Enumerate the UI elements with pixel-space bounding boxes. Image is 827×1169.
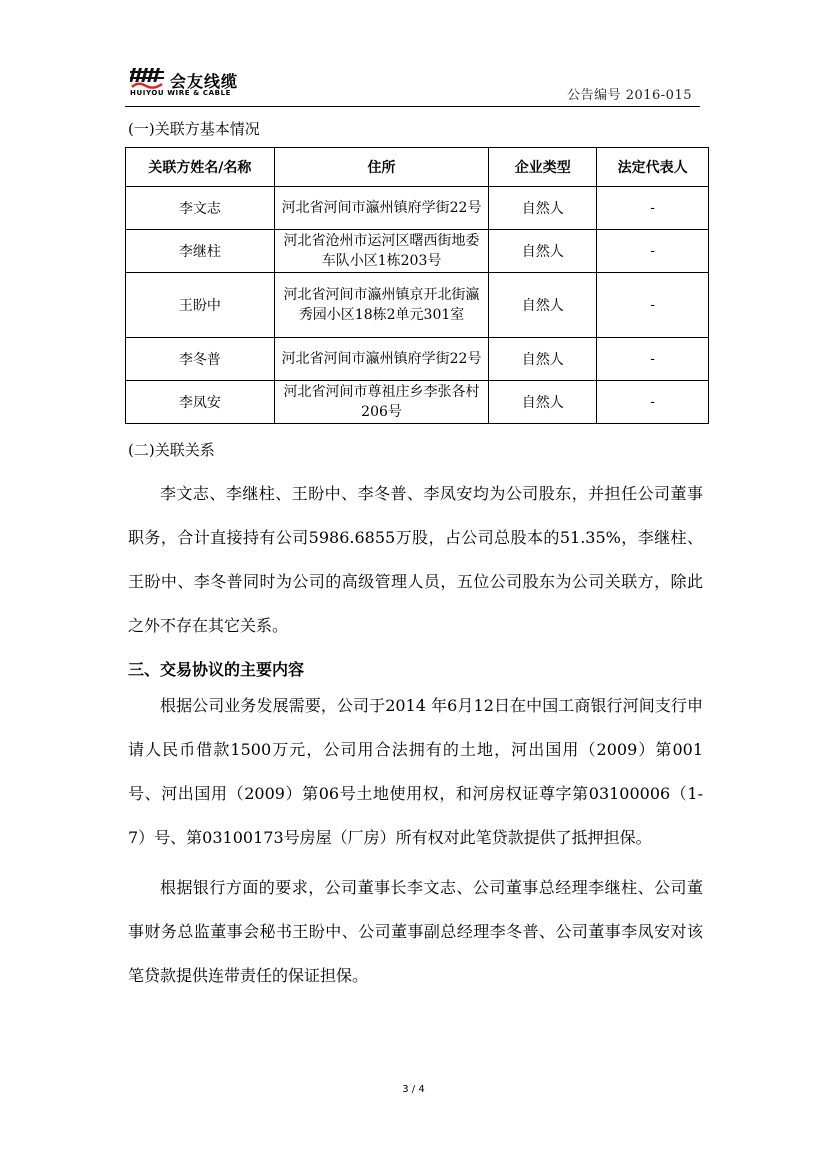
table-row bbox=[126, 187, 709, 230]
table-row bbox=[126, 381, 709, 424]
section1-title: (一)关联方基本情况 bbox=[128, 120, 260, 138]
page-header bbox=[125, 66, 700, 107]
party-type: 自然人 bbox=[489, 187, 597, 230]
related-party-table bbox=[125, 147, 709, 424]
column-header: 关联方姓名/名称 bbox=[126, 148, 275, 187]
announcement-number: 公告编号 2016-015 bbox=[567, 88, 692, 103]
party-type: 自然人 bbox=[489, 381, 597, 424]
table-row bbox=[126, 338, 709, 381]
party-name: 李冬普 bbox=[126, 338, 275, 381]
column-header: 企业类型 bbox=[489, 148, 597, 187]
body-paragraph: 李文志、李继柱、王盼中、李冬普、李凤安均为公司股东，并担任公司董事职务，合计直接持有公司5986.6855万股，占公司总股本的51.35%，李继柱、王盼中、李冬普同时为公司的高级管理人员，五位公司股东为公司关联方，除此之外不存在其它关系。 bbox=[128, 484, 703, 635]
table-row bbox=[126, 230, 709, 273]
party-representative: - bbox=[597, 381, 709, 424]
table-header-row bbox=[126, 148, 709, 187]
party-address: 河北省河间市瀛州镇京开北街瀛秀园小区18栋2单元301室 bbox=[274, 273, 489, 338]
page-number: 3 / 4 bbox=[402, 1084, 425, 1095]
party-name: 李继柱 bbox=[126, 230, 275, 273]
party-representative: - bbox=[597, 338, 709, 381]
body-paragraph: 根据银行方面的要求，公司董事长李文志、公司董事总经理李继柱、公司董事财务总监董事会秘书王盼中、公司董事副总经理李冬普、公司董事李凤安对该笔贷款提供连带责任的保证担保。 bbox=[128, 878, 703, 985]
column-header: 住所 bbox=[274, 148, 489, 187]
body-paragraph: 根据公司业务发展需要，公司于2014 年6月12日在中国工商银行河间支行申请人民币借款1500万元，公司用合法拥有的土地，河出国用（2009）第001号、河出国用（2009）第06号土地使用权，和河房权证尊字第03100006（1-7）号、第03100173号房屋（厂房）所有权对此笔贷款提供了抵押担保。 bbox=[128, 696, 703, 847]
party-name: 李凤安 bbox=[126, 381, 275, 424]
party-address: 河北省沧州市运河区曙西街地委车队小区1栋203号 bbox=[274, 230, 489, 273]
logo-chinese-name: 会友线缆 bbox=[170, 72, 239, 91]
party-address: 河北省河间市尊祖庄乡李张各村206号 bbox=[274, 381, 489, 424]
company-logo bbox=[130, 68, 290, 100]
party-name: 李文志 bbox=[126, 187, 275, 230]
party-representative: - bbox=[597, 187, 709, 230]
column-header: 法定代表人 bbox=[597, 148, 709, 187]
party-representative: - bbox=[597, 230, 709, 273]
party-address: 河北省河间市瀛州镇府学街22号 bbox=[274, 187, 489, 230]
party-representative: - bbox=[597, 273, 709, 338]
party-name: 王盼中 bbox=[126, 273, 275, 338]
party-type: 自然人 bbox=[489, 230, 597, 273]
logo-english-name: HUIYOU WIRE & CABLE bbox=[130, 89, 232, 97]
section2-title: (二)关联关系 bbox=[128, 441, 215, 459]
party-type: 自然人 bbox=[489, 273, 597, 338]
related-relationship-paragraph bbox=[128, 472, 703, 648]
party-type: 自然人 bbox=[489, 338, 597, 381]
agreement-content bbox=[128, 684, 703, 998]
table-row bbox=[126, 273, 709, 338]
section3-heading: 三、交易协议的主要内容 bbox=[128, 660, 305, 679]
party-address: 河北省河间市瀛州镇府学街22号 bbox=[274, 338, 489, 381]
